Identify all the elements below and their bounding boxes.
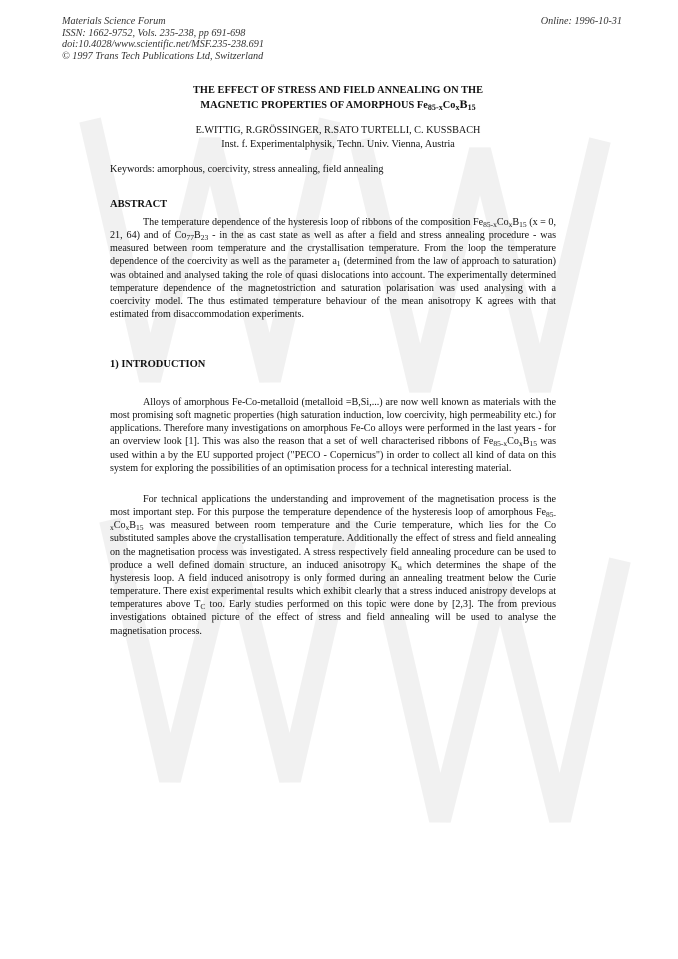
author-list: E.WITTIG, R.GRÖSSINGER, R.SATO TURTELLI, C. KUSSBACH (195, 125, 481, 136)
introduction-paragraph-1: Alloys of amorphous Fe-Co-metalloid (metalloid =B,Si,...) are now well known as materials with the most promising soft magnetic properties (high saturation induction, low coercivity, high permeability etc.) for applications. Therefore many investigations on amorphous Fe-Co alloys were performed in the last years - for an overview look [1]. This was also the reason that a set of well characterised ribbons of $Fe_{85-x}Co_xB_{15}$ was used within a by the EU supported project ("PECO - Copernicus") in order to collect all kind of data on this system for exploring the possibilities of an optimisation process for a technical interesting material. (110, 397, 556, 474)
keywords: Keywords: amorphous, coercivity, stress annealing, field annealing (110, 164, 384, 175)
affiliation: Inst. f. Experimentalphysik, Techn. Univ. Vienna, Austria (221, 139, 455, 150)
title-line-1: THE EFFECT OF STRESS AND FIELD ANNEALING ON THE (193, 85, 483, 96)
abstract-paragraph: The temperature dependence of the hysteresis loop of ribbons of the composition $Fe_{85-x}Co_xB_{15}$ (x = 0, 21, 64) and of $Co_{77}B_{23}$ - in the as cast state as well as after a field and stress annealing procedure - was measured between room temperature and the crystallisation temperature. From the loop the temperature dependence of the coercivity as well as the parameter $a_1$ (determined from the law of approach to saturation) was obtained and analysed taking the role of quasi dislocations into account. The experimentally determined temperature dependence of the magnetostriction and saturation polarisation was used analysing with a coercivity model. The thus estimated temperature behaviour of the mean anisotropy K agrees with that estimated from disaccommodation experiments. (110, 217, 556, 321)
online-date: Online: 1996-10-31 (540, 16, 622, 27)
title-line-2: MAGNETIC PROPERTIES OF AMORPHOUS $Fe_{85-x}Co_xB_{15}$ (200, 96, 476, 112)
journal-name: Materials Science Forum (62, 16, 166, 27)
introduction-heading: 1) INTRODUCTION (110, 359, 206, 370)
abstract-heading: ABSTRACT (110, 199, 168, 210)
copyright-line: © 1997 Trans Tech Publications Ltd, Switzerland (62, 50, 264, 62)
journal-header (62, 16, 264, 62)
introduction-paragraph-2: For technical applications the understanding and improvement of the magnetisation process is the most important step. For this purpose the temperature dependence of the hysteresis loop of amorphous $Fe_{85-x}Co_xB_{15}$ was measured between room temperature and the Curie temperature, which lies for the Co substituted samples above the crystallisation temperature. Additionally the effect of stress and field annealing on the magnetisation process was investigated. A stress respectively field annealing procedure can be used to produce a well defined domain structure, an induced anisotropy $K_u$ which determines the shape of the hysteresis loop. A field induced anisotropy is only formed during an annealing treatment below the Curie temperature. There exist experimental results which exhibit clearly that a stress induced anistropy develops at temperatures above $T_C$ too. Early studies performed on this topic were done by [2,3]. The from previous investigations obtained picture of the effect of stress and field annealing will be used to analyse the magnetisation process. (110, 494, 557, 637)
issn-line: ISSN: 1662-9752, Vols. 235-238, pp 691-698 (62, 27, 246, 39)
paper-title (110, 84, 566, 112)
doi-line[interactable]: doi:10.4028/www.scientific.net/MSF.235-238.691 (62, 39, 264, 51)
